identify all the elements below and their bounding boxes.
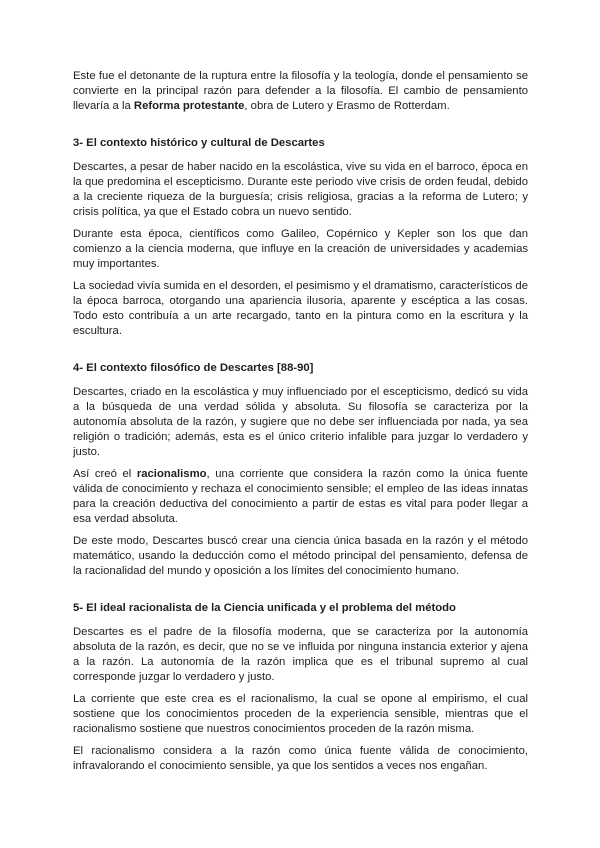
intro-paragraph bbox=[73, 69, 528, 114]
intro-bold-term: Reforma protestante bbox=[133, 100, 245, 112]
section-3-heading: 3- El contexto histórico y cultural de Descartes bbox=[73, 137, 325, 149]
section-4-p2-start: Así creó el bbox=[73, 468, 137, 480]
section-4-paragraph-1: Descartes, criado en la escolástica y muy influenciado por el escepticismo, dedicó su vida a la búsqueda de una verdad sólida y absoluta. Su filosofía se caracteriza por la autonomía absoluta de la razón, y sugiere que no debe ser influenciada por nada, ya sea religión o tradición; además, esta es el único criterio infalible para juzgar lo verdadero y justo. bbox=[73, 386, 528, 458]
section-4-heading: 4- El contexto filosófico de Descartes [88-90] bbox=[73, 362, 314, 374]
section-4-bold-term: racionalismo bbox=[136, 468, 207, 480]
section-5-heading: 5- El ideal racionalista de la Ciencia unificada y el problema del método bbox=[73, 602, 456, 614]
section-3-paragraph-3: La sociedad vivía sumida en el desorden, el pesimismo y el dramatismo, característicos de la época barroca, otorgando una apariencia ilusoria, aparente y escéptica a las cosas. Todo esto contribuía a un arte recargado, tanto en la pintura como en la escritura y la escultura. bbox=[73, 280, 528, 337]
intro-text-start: Este fue el detonante de la ruptura entre la filosofía y la teología, donde el pensamiento se convierte en la principal razón para defender a la filosofía. El cambio de pensamiento llevaría a la bbox=[73, 70, 528, 112]
intro-text-end: , obra de Lutero y Erasmo de Rotterdam. bbox=[244, 100, 450, 112]
section-5-paragraph-1: Descartes es el padre de la filosofía moderna, que se caracteriza por la autonomía absoluta de la razón, es decir, que no se ve influida por ninguna instancia exterior y ajena a la razón. La autonomía de la razón implica que es el tribunal supremo al cual corresponde juzgar lo verdadero y justo. bbox=[73, 626, 528, 683]
section-3-paragraph-1: Descartes, a pesar de haber nacido en la escolástica, vive su vida en el barroco, época en la que predomina el escepticismo. Durante este periodo vive crisis de orden feudal, debido a la creciente riqueza de la burguesía; crisis religiosa, gracias a la reforma de Lutero; y crisis política, ya que el Estado cobra un nuevo sentido. bbox=[73, 161, 528, 218]
section-4-paragraph-2 bbox=[73, 467, 528, 527]
section-4-p2-end: , una corriente que considera la razón como la única fuente válida de conocimiento y rechaza el conocimiento sensible; el empleo de las ideas innatas para la creación deductiva del conocimiento a partir de estas es vital para poder llegar a esa verdad absoluta. bbox=[73, 468, 528, 525]
section-5-paragraph-3: El racionalismo considera a la razón como única fuente válida de conocimiento, infravalorando el conocimiento sensible, ya que los sentidos a veces nos engañan. bbox=[73, 745, 528, 772]
section-3-paragraph-2: Durante esta época, científicos como Galileo, Copérnico y Kepler son los que dan comienzo a la ciencia moderna, que influye en la creación de universidades y academias muy importantes. bbox=[73, 228, 528, 270]
section-4-paragraph-3: De este modo, Descartes buscó crear una ciencia única basada en la razón y el método matemático, usando la deducción como el método principal del pensamiento, defensa de la racionalidad del mundo y oposición a los límites del conocimiento humano. bbox=[73, 535, 528, 577]
section-5-paragraph-2: La corriente que este crea es el racionalismo, la cual se opone al empirismo, el cual sostiene que los conocimientos proceden de la experiencia sensible, mientras que el racionalismo sostiene que nuestros conocimientos proceden de la razón misma. bbox=[73, 693, 528, 735]
